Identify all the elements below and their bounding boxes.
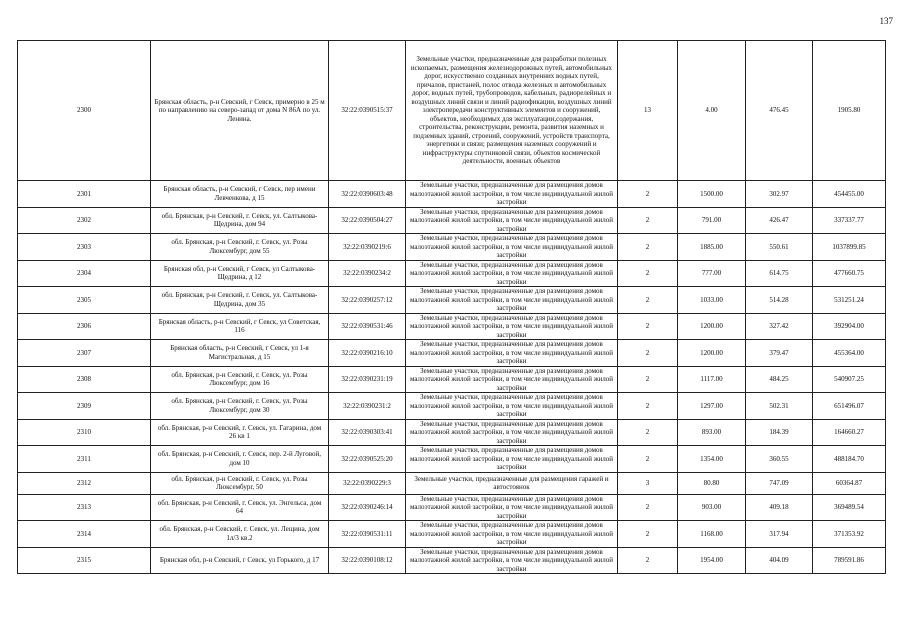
specific-value-cell: 317.94 xyxy=(746,521,813,548)
specific-value-cell: 514.28 xyxy=(746,287,813,314)
specific-value-cell: 502.31 xyxy=(746,393,813,420)
area-cell: 80.80 xyxy=(678,472,746,494)
area-cell: 1885.00 xyxy=(678,234,746,261)
table-row xyxy=(18,181,886,208)
use-group: 2 xyxy=(618,547,678,574)
cadastral-number: 32:22:0390219:6 xyxy=(329,234,406,261)
cadastral-value-cell: 371353.92 xyxy=(813,521,886,548)
cadastral-number: 32:22:0390231:2 xyxy=(329,393,406,420)
area-cell: 903.00 xyxy=(678,494,746,521)
use-group: 2 xyxy=(618,234,678,261)
cadastral-value-cell: 651496.07 xyxy=(813,393,886,420)
table-row xyxy=(18,366,886,393)
cadastral-value-cell: 540907.25 xyxy=(813,366,886,393)
land-use-cell: Земельные участки, предназначенные для размещения гаражей и автостоянок xyxy=(406,472,618,494)
specific-value-cell: 184.39 xyxy=(746,419,813,446)
table-row xyxy=(18,340,886,367)
specific-value-cell: 476.45 xyxy=(746,41,813,181)
row-number: 2304 xyxy=(18,260,151,287)
address-cell: обл. Брянская, р-н Севский, г. Севск, пер. 2-й Луговой, дом 10 xyxy=(151,446,329,473)
specific-value-cell: 484.25 xyxy=(746,366,813,393)
use-group: 2 xyxy=(618,207,678,234)
land-use-cell: Земельные участки, предназначенные для размещения домов малоэтажной жилой застройки, в том числе индивидуальной жилой застройки xyxy=(406,494,618,521)
specific-value-cell: 379.47 xyxy=(746,340,813,367)
use-group: 13 xyxy=(618,41,678,181)
row-number: 2306 xyxy=(18,313,151,340)
use-group: 2 xyxy=(618,393,678,420)
address-cell: обл. Брянская, р-н Севский, г. Севск, ул. Розы Люксембург, 50 xyxy=(151,472,329,494)
cadastral-number: 32:22:0390231:19 xyxy=(329,366,406,393)
cadastral-value-cell: 531251.24 xyxy=(813,287,886,314)
row-number: 2305 xyxy=(18,287,151,314)
table-row xyxy=(18,41,886,181)
table-row xyxy=(18,260,886,287)
use-group: 3 xyxy=(618,472,678,494)
land-use-cell: Земельные участки, предназначенные для размещения домов малоэтажной жилой застройки, в том числе индивидуальной жилой застройки xyxy=(406,446,618,473)
cadastral-number: 32:22:0390303:41 xyxy=(329,419,406,446)
specific-value-cell: 302.97 xyxy=(746,181,813,208)
table-row xyxy=(18,234,886,261)
address-cell: обл. Брянская, р-н Севский, г. Севск, ул. Салтыкова-Щедрина, дом 94 xyxy=(151,207,329,234)
row-number: 2307 xyxy=(18,340,151,367)
row-number: 2309 xyxy=(18,393,151,420)
cadastral-number: 32:22:0390257:12 xyxy=(329,287,406,314)
cadastral-number: 32:22:0390216:10 xyxy=(329,340,406,367)
specific-value-cell: 409.18 xyxy=(746,494,813,521)
table-row xyxy=(18,287,886,314)
use-group: 2 xyxy=(618,260,678,287)
area-cell: 791.00 xyxy=(678,207,746,234)
table-row xyxy=(18,419,886,446)
address-cell: Брянская обл, р-н Севский, г Севск, ул Горького, д 17 xyxy=(151,547,329,574)
cadastral-number: 32:22:0390531:46 xyxy=(329,313,406,340)
cadastral-value-cell: 1037899.85 xyxy=(813,234,886,261)
cadastral-value-cell: 789591.86 xyxy=(813,547,886,574)
cadastral-value-cell: 392904.00 xyxy=(813,313,886,340)
cadastral-number: 32:22:0390525:20 xyxy=(329,446,406,473)
use-group: 2 xyxy=(618,181,678,208)
land-use-cell: Земельные участки, предназначенные для размещения домов малоэтажной жилой застройки, в том числе индивидуальной жилой застройки xyxy=(406,366,618,393)
area-cell: 893.00 xyxy=(678,419,746,446)
land-use-cell: Земельные участки, предназначенные для размещения домов малоэтажной жилой застройки, в том числе индивидуальной жилой застройки xyxy=(406,313,618,340)
specific-value-cell: 404.09 xyxy=(746,547,813,574)
row-number: 2310 xyxy=(18,419,151,446)
address-cell: обл. Брянская, р-н Севский, г. Севск, ул. Энгельса, дом 64 xyxy=(151,494,329,521)
cadastral-value-cell: 164660.27 xyxy=(813,419,886,446)
use-group: 2 xyxy=(618,366,678,393)
row-number: 2300 xyxy=(18,41,151,181)
land-use-cell: Земельные участки, предназначенные для размещения домов малоэтажной жилой застройки, в том числе индивидуальной жилой застройки xyxy=(406,521,618,548)
cadastral-number: 32:22:0390234:2 xyxy=(329,260,406,287)
address-cell: обл. Брянская, р-н Севский, г. Севск, ул. Салтыкова-Щедрина, дом 35 xyxy=(151,287,329,314)
area-cell: 4.00 xyxy=(678,41,746,181)
use-group: 2 xyxy=(618,287,678,314)
page-number: 137 xyxy=(879,16,893,26)
cadastral-number: 32:22:0390531:11 xyxy=(329,521,406,548)
specific-value-cell: 614.75 xyxy=(746,260,813,287)
land-use-cell: Земельные участки, предназначенные для размещения домов малоэтажной жилой застройки, в том числе индивидуальной жилой застройки xyxy=(406,419,618,446)
table-row xyxy=(18,494,886,521)
table-row xyxy=(18,472,886,494)
area-cell: 1354.00 xyxy=(678,446,746,473)
row-number: 2312 xyxy=(18,472,151,494)
address-cell: Брянская область, р-н Севский, г Севск, примерно в 25 м по направлению на северо-запад от дома N 86А по ул. Ленина. xyxy=(151,41,329,181)
area-cell: 1200.00 xyxy=(678,313,746,340)
cadastral-value-cell: 60364.87 xyxy=(813,472,886,494)
row-number: 2301 xyxy=(18,181,151,208)
address-cell: Брянская область, р-н Севский, г Севск, ул 1-я Магистральная, д 15 xyxy=(151,340,329,367)
row-number: 2302 xyxy=(18,207,151,234)
address-cell: обл. Брянская, р-н Севский, г. Севск, ул. Розы Люксембург, дом 55 xyxy=(151,234,329,261)
land-use-cell: Земельные участки, предназначенные для разработки полезных ископаемых, размещения железнодорожных путей, автомобильных дорог, искусственно созданных внутренних водных путей, причалов, пристаней, полос отвода железных и автомобильных дорог, водных путей, трубопроводов, кабельных, радиорелейных и воздушных линий связи и линий радиофикации, воздушных линий электропередачи конструктивных элементов и сооружений, объектов, необходимых для эксплуатации,содержания, строительства, реконструкции, ремонта, развития наземных и подземных зданий, строений, сооружений, устройств транспорта, энергетики и связи; размещения наземных сооружений и инфраструктуры спутниковой связи, объектов космической деятельности, военных объектов xyxy=(406,41,618,181)
cadastral-value-cell: 337337.77 xyxy=(813,207,886,234)
cadastral-number: 32:22:0390504:27 xyxy=(329,207,406,234)
specific-value-cell: 747.09 xyxy=(746,472,813,494)
row-number: 2314 xyxy=(18,521,151,548)
area-cell: 1033.00 xyxy=(678,287,746,314)
area-cell: 1168.00 xyxy=(678,521,746,548)
cadastral-value-cell: 369489.54 xyxy=(813,494,886,521)
specific-value-cell: 327.42 xyxy=(746,313,813,340)
table-row xyxy=(18,207,886,234)
use-group: 2 xyxy=(618,419,678,446)
cadastral-value-cell: 455364.00 xyxy=(813,340,886,367)
address-cell: Брянская область, р-н Севский, г Севск, ул Советская, 116 xyxy=(151,313,329,340)
table-row xyxy=(18,521,886,548)
specific-value-cell: 360.55 xyxy=(746,446,813,473)
land-use-cell: Земельные участки, предназначенные для размещения домов малоэтажной жилой застройки, в том числе индивидуальной жилой застройки xyxy=(406,234,618,261)
land-use-cell: Земельные участки, предназначенные для размещения домов малоэтажной жилой застройки, в том числе индивидуальной жилой застройки xyxy=(406,207,618,234)
cadastral-value-cell: 488184.70 xyxy=(813,446,886,473)
cadastral-value-cell: 1905.80 xyxy=(813,41,886,181)
land-use-cell: Земельные участки, предназначенные для размещения домов малоэтажной жилой застройки, в том числе индивидуальной жилой застройки xyxy=(406,181,618,208)
area-cell: 777.00 xyxy=(678,260,746,287)
cadastral-number: 32:22:0390108:12 xyxy=(329,547,406,574)
use-group: 2 xyxy=(618,313,678,340)
area-cell: 1297.00 xyxy=(678,393,746,420)
land-use-cell: Земельные участки, предназначенные для размещения домов малоэтажной жилой застройки, в том числе индивидуальной жилой застройки xyxy=(406,393,618,420)
use-group: 2 xyxy=(618,494,678,521)
land-use-cell: Земельные участки, предназначенные для размещения домов малоэтажной жилой застройки, в том числе индивидуальной жилой застройки xyxy=(406,547,618,574)
cadastral-number: 32:22:0390229:3 xyxy=(329,472,406,494)
address-cell: обл. Брянская, р-н Севский, г. Севск, ул. Лещина, дом 1л/3 кв.2 xyxy=(151,521,329,548)
cadastral-number: 32:22:0390515:37 xyxy=(329,41,406,181)
address-cell: обл. Брянская, р-н Севский, г. Севск, ул. Гагарина, дом 26 кв 1 xyxy=(151,419,329,446)
cadastral-number: 32:22:0390603:48 xyxy=(329,181,406,208)
land-parcels-table xyxy=(17,40,886,574)
specific-value-cell: 550.61 xyxy=(746,234,813,261)
table-row xyxy=(18,446,886,473)
address-cell: Брянская обл, р-н Севский, г Севск, ул Салтыкова-Щедрина, д 12 xyxy=(151,260,329,287)
area-cell: 1500.00 xyxy=(678,181,746,208)
table-row xyxy=(18,393,886,420)
area-cell: 1117.00 xyxy=(678,366,746,393)
table-row xyxy=(18,313,886,340)
address-cell: обл. Брянская, р-н Севский, г. Севск, ул. Розы Люксембург, дом 16 xyxy=(151,366,329,393)
row-number: 2311 xyxy=(18,446,151,473)
land-use-cell: Земельные участки, предназначенные для размещения домов малоэтажной жилой застройки, в том числе индивидуальной жилой застройки xyxy=(406,287,618,314)
area-cell: 1954.00 xyxy=(678,547,746,574)
use-group: 2 xyxy=(618,340,678,367)
address-cell: Брянская область, р-н Севский, г Севск, пер имени Левченкова, д 15 xyxy=(151,181,329,208)
land-use-cell: Земельные участки, предназначенные для размещения домов малоэтажной жилой застройки, в том числе индивидуальной жилой застройки xyxy=(406,260,618,287)
row-number: 2308 xyxy=(18,366,151,393)
cadastral-value-cell: 477660.75 xyxy=(813,260,886,287)
use-group: 2 xyxy=(618,446,678,473)
land-use-cell: Земельные участки, предназначенные для размещения домов малоэтажной жилой застройки, в том числе индивидуальной жилой застройки xyxy=(406,340,618,367)
cadastral-value-cell: 454455.00 xyxy=(813,181,886,208)
cadastral-number: 32:22:0390246:14 xyxy=(329,494,406,521)
row-number: 2313 xyxy=(18,494,151,521)
use-group: 2 xyxy=(618,521,678,548)
specific-value-cell: 426.47 xyxy=(746,207,813,234)
row-number: 2303 xyxy=(18,234,151,261)
address-cell: обл. Брянская, р-н Севский, г. Севск, ул. Розы Люксембург, дом 30 xyxy=(151,393,329,420)
table-row xyxy=(18,547,886,574)
area-cell: 1200.00 xyxy=(678,340,746,367)
row-number: 2315 xyxy=(18,547,151,574)
